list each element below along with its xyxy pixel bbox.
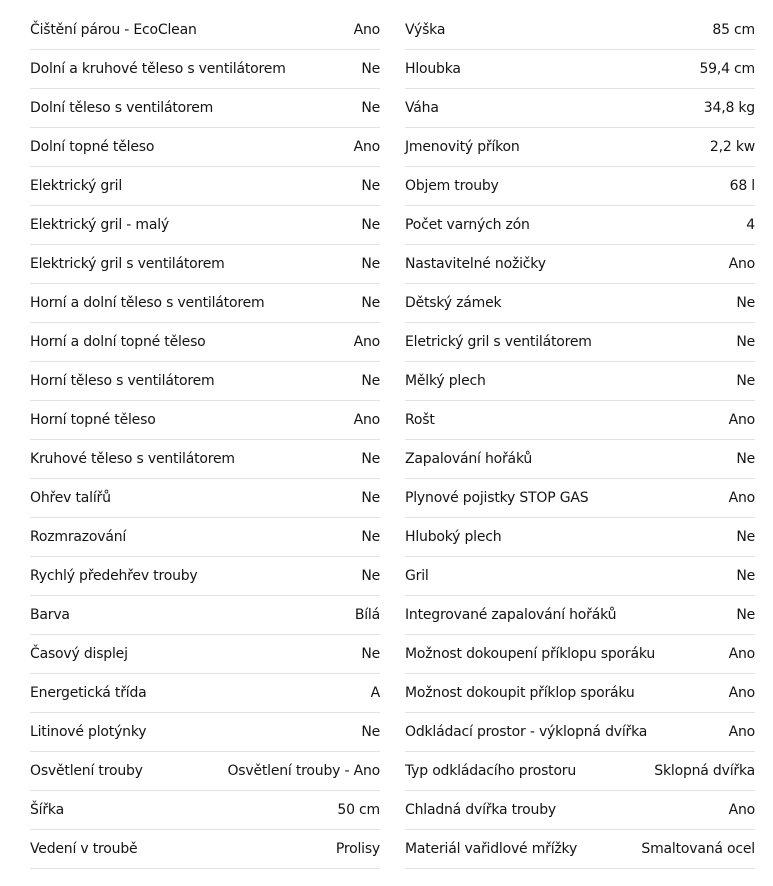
spec-label: Elektrický gril s ventilátorem bbox=[30, 256, 225, 272]
spec-label: Typ odkládacího prostoru bbox=[405, 763, 577, 779]
spec-row bbox=[30, 11, 380, 50]
spec-label: Hluboký plech bbox=[405, 529, 502, 545]
spec-row bbox=[405, 635, 755, 674]
spec-value: Ano bbox=[728, 646, 755, 662]
spec-value: Osvětlení trouby - Ano bbox=[227, 763, 380, 779]
spec-row bbox=[30, 596, 380, 635]
spec-label: Energetická třída bbox=[30, 685, 147, 701]
spec-value: Ne bbox=[361, 61, 380, 77]
spec-row bbox=[405, 284, 755, 323]
spec-value: Ano bbox=[728, 724, 755, 740]
spec-row bbox=[405, 674, 755, 713]
spec-value: Ne bbox=[361, 295, 380, 311]
spec-row bbox=[30, 518, 380, 557]
spec-label: Výška bbox=[405, 22, 446, 38]
spec-label: Možnost dokoupit příklop sporáku bbox=[405, 685, 635, 701]
spec-label: Dolní topné těleso bbox=[30, 139, 155, 155]
spec-value: Ne bbox=[361, 217, 380, 233]
spec-label: Gril bbox=[405, 568, 429, 584]
spec-value: A bbox=[370, 685, 380, 701]
spec-label: Osvětlení trouby bbox=[30, 763, 143, 779]
spec-label: Horní a dolní těleso s ventilátorem bbox=[30, 295, 265, 311]
spec-row bbox=[405, 89, 755, 128]
spec-label: Dolní těleso s ventilátorem bbox=[30, 100, 214, 116]
spec-value: Ano bbox=[728, 490, 755, 506]
spec-row bbox=[405, 518, 755, 557]
spec-value: 4 bbox=[746, 217, 755, 233]
spec-value: Ano bbox=[728, 412, 755, 428]
spec-value: Ne bbox=[736, 295, 755, 311]
spec-row bbox=[30, 89, 380, 128]
spec-row bbox=[405, 11, 755, 50]
spec-row bbox=[30, 830, 380, 869]
spec-label: Počet varných zón bbox=[405, 217, 530, 233]
spec-row bbox=[405, 791, 755, 830]
spec-value: Ne bbox=[361, 373, 380, 389]
spec-label: Materiál vařidlové mřížky bbox=[405, 841, 578, 857]
spec-value: Ano bbox=[353, 22, 380, 38]
spec-value: 85 cm bbox=[712, 22, 755, 38]
spec-label: Časový displej bbox=[30, 646, 128, 662]
spec-value: Ne bbox=[736, 607, 755, 623]
spec-label: Čištění párou - EcoClean bbox=[30, 22, 197, 38]
spec-value: Ano bbox=[353, 139, 380, 155]
spec-label: Možnost dokoupení příklopu sporáku bbox=[405, 646, 656, 662]
spec-label: Rozmrazování bbox=[30, 529, 127, 545]
spec-row bbox=[30, 635, 380, 674]
spec-value: 2,2 kw bbox=[709, 139, 755, 155]
spec-value: Ano bbox=[728, 256, 755, 272]
spec-row bbox=[30, 50, 380, 89]
spec-label: Nastavitelné nožičky bbox=[405, 256, 546, 272]
spec-value: 34,8 kg bbox=[703, 100, 755, 116]
spec-value: Ne bbox=[736, 451, 755, 467]
spec-value: Smaltovaná ocel bbox=[641, 841, 755, 857]
spec-label: Mělký plech bbox=[405, 373, 486, 389]
spec-label: Chladná dvířka trouby bbox=[405, 802, 556, 818]
spec-value: Ne bbox=[361, 256, 380, 272]
spec-row bbox=[405, 401, 755, 440]
spec-value: Ano bbox=[728, 685, 755, 701]
spec-row bbox=[30, 752, 380, 791]
spec-label: Horní těleso s ventilátorem bbox=[30, 373, 215, 389]
spec-value: Ano bbox=[728, 802, 755, 818]
spec-label: Váha bbox=[405, 100, 439, 116]
spec-label: Horní a dolní topné těleso bbox=[30, 334, 206, 350]
spec-value: 50 cm bbox=[337, 802, 380, 818]
spec-value: Ne bbox=[361, 724, 380, 740]
spec-value: Ano bbox=[353, 412, 380, 428]
spec-row bbox=[30, 479, 380, 518]
spec-table-right bbox=[405, 11, 755, 869]
spec-label: Zapalování hořáků bbox=[405, 451, 533, 467]
spec-value: Ne bbox=[361, 451, 380, 467]
spec-row bbox=[30, 323, 380, 362]
spec-row bbox=[405, 479, 755, 518]
spec-row bbox=[30, 284, 380, 323]
spec-value: Sklopná dvířka bbox=[654, 763, 755, 779]
spec-row bbox=[30, 440, 380, 479]
spec-label: Objem trouby bbox=[405, 178, 499, 194]
spec-label: Odkládací prostor - výklopná dvířka bbox=[405, 724, 648, 740]
spec-row bbox=[405, 557, 755, 596]
spec-label: Jmenovitý příkon bbox=[405, 139, 520, 155]
spec-value: 59,4 cm bbox=[699, 61, 755, 77]
spec-value: Ne bbox=[736, 334, 755, 350]
spec-row bbox=[30, 362, 380, 401]
spec-label: Ohřev talířů bbox=[30, 490, 111, 506]
spec-row bbox=[30, 206, 380, 245]
spec-row bbox=[405, 245, 755, 284]
spec-value: Ne bbox=[361, 568, 380, 584]
spec-row bbox=[405, 206, 755, 245]
spec-value: Ne bbox=[361, 646, 380, 662]
spec-label: Elektrický gril bbox=[30, 178, 123, 194]
spec-label: Elektrický gril - malý bbox=[30, 217, 169, 233]
spec-row bbox=[30, 713, 380, 752]
spec-value: Prolisy bbox=[335, 841, 380, 857]
spec-row bbox=[405, 323, 755, 362]
spec-label: Rošt bbox=[405, 412, 435, 428]
spec-value: Ne bbox=[361, 100, 380, 116]
spec-row bbox=[405, 362, 755, 401]
spec-label: Šířka bbox=[30, 802, 64, 818]
spec-label: Rychlý předehřev trouby bbox=[30, 568, 198, 584]
spec-value: Ne bbox=[736, 529, 755, 545]
spec-row bbox=[30, 245, 380, 284]
spec-row bbox=[30, 557, 380, 596]
spec-value: Ne bbox=[736, 568, 755, 584]
spec-label: Vedení v troubě bbox=[30, 841, 138, 857]
spec-value: Ano bbox=[353, 334, 380, 350]
spec-label: Litinové plotýnky bbox=[30, 724, 147, 740]
spec-row bbox=[30, 128, 380, 167]
spec-label: Eletrický gril s ventilátorem bbox=[405, 334, 592, 350]
spec-value: Ne bbox=[361, 490, 380, 506]
spec-label: Dětský zámek bbox=[405, 295, 502, 311]
spec-row bbox=[405, 50, 755, 89]
spec-label: Barva bbox=[30, 607, 70, 623]
spec-value: Ne bbox=[736, 373, 755, 389]
spec-label: Hloubka bbox=[405, 61, 461, 77]
spec-row bbox=[405, 596, 755, 635]
spec-row bbox=[30, 791, 380, 830]
spec-label: Kruhové těleso s ventilátorem bbox=[30, 451, 235, 467]
spec-row bbox=[405, 128, 755, 167]
spec-row bbox=[405, 752, 755, 791]
spec-row bbox=[30, 674, 380, 713]
spec-label: Integrované zapalování hořáků bbox=[405, 607, 617, 623]
spec-value: 68 l bbox=[729, 178, 755, 194]
spec-row bbox=[30, 167, 380, 206]
spec-value: Ne bbox=[361, 178, 380, 194]
spec-label: Horní topné těleso bbox=[30, 412, 156, 428]
spec-row bbox=[30, 401, 380, 440]
spec-value: Ne bbox=[361, 529, 380, 545]
spec-label: Plynové pojistky STOP GAS bbox=[405, 490, 589, 506]
spec-row bbox=[405, 830, 755, 869]
spec-row bbox=[405, 713, 755, 752]
spec-row bbox=[405, 440, 755, 479]
spec-row bbox=[405, 167, 755, 206]
spec-label: Dolní a kruhové těleso s ventilátorem bbox=[30, 61, 286, 77]
spec-table-left bbox=[30, 11, 380, 869]
spec-value: Bílá bbox=[354, 607, 380, 623]
